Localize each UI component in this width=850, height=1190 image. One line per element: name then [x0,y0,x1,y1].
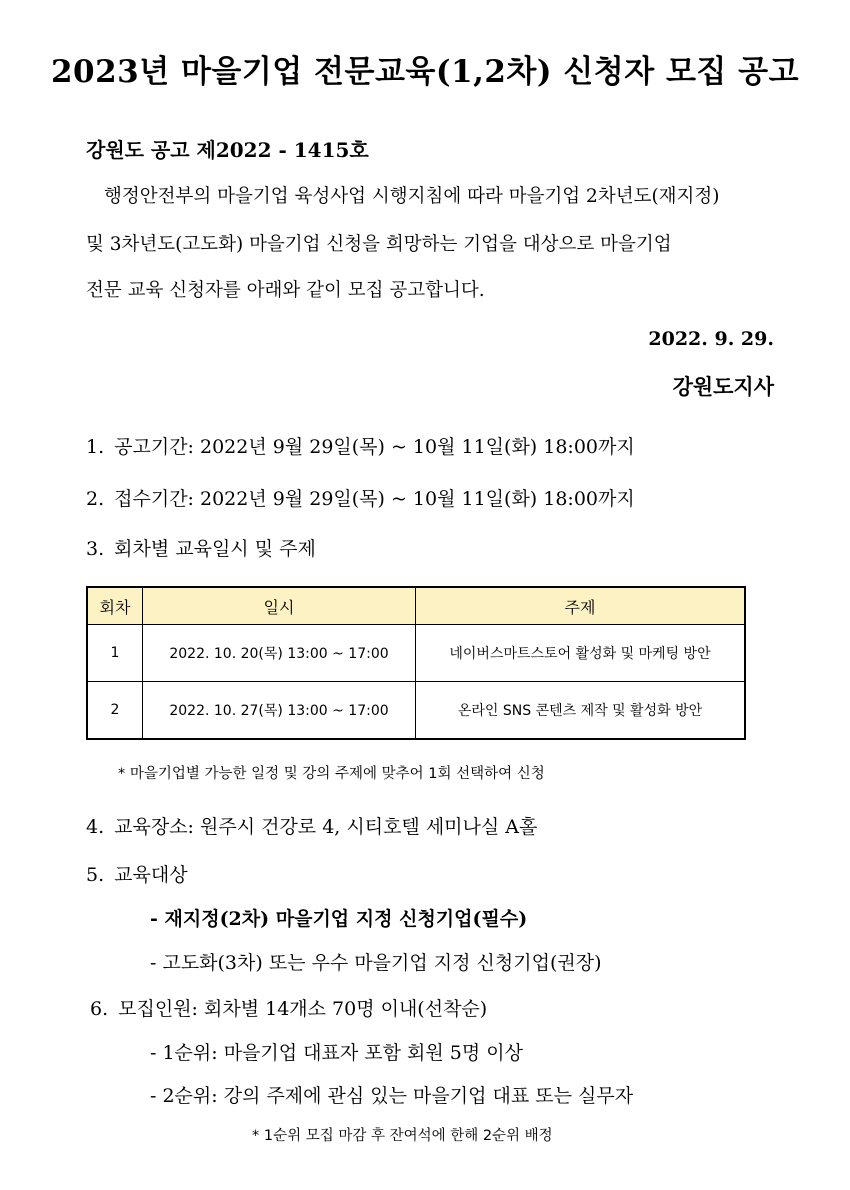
item-notice-period [86,432,635,459]
intro-line-3: 전문 교육 신청자를 아래와 같이 모집 공고합니다. [86,280,485,301]
item-number: 4. [86,816,105,838]
table-row [87,682,745,740]
item-target [86,860,188,887]
item-number: 1. [86,436,105,458]
item-text: 교육대상 [114,864,188,886]
item-text: 회차별 교육일시 및 주제 [114,538,316,560]
header-topic: 주제 [416,587,746,625]
header-round: 회차 [87,587,143,625]
schedule-note: * 마을기업별 가능한 일정 및 강의 주제에 맞추어 1회 선택하여 신청 [118,766,545,782]
issuer: 강원도지사 [672,374,774,399]
table-row [87,625,745,682]
notice-number: 강원도 공고 제2022 - 1415호 [86,138,369,162]
priority-first: - 1순위: 마을기업 대표자 포함 회원 5명 이상 [150,1042,523,1064]
item-venue [86,812,537,839]
item-number: 6. [90,998,109,1020]
table-header-row [87,587,745,625]
priority-note: * 1순위 모집 마감 후 잔여석에 한해 2순위 배정 [252,1128,553,1144]
cell-round: 1 [87,625,143,682]
target-recommended: - 고도화(3차) 또는 우수 마을기업 지정 신청기업(권장) [150,952,602,974]
item-text: 모집인원: 회차별 14개소 70명 이내(선착순) [118,998,488,1020]
item-text: 접수기간: 2022년 9월 29일(목) ~ 10월 11일(화) 18:00까지 [114,488,635,510]
item-number: 5. [86,864,105,886]
item-number: 3. [86,538,105,560]
schedule-table [86,586,746,740]
item-text: 교육장소: 원주시 건강로 4, 시티호텔 세미나실 A홀 [114,816,538,838]
item-recruitment [90,994,487,1021]
target-required: - 재지정(2차) 마을기업 지정 신청기업(필수) [150,908,528,930]
cell-datetime: 2022. 10. 20(목) 13:00 ~ 17:00 [143,625,416,682]
cell-round: 2 [87,682,143,740]
page-title: 2023년 마을기업 전문교육(1,2차) 신청자 모집 공고 [50,54,800,90]
priority-second: - 2순위: 강의 주제에 관심 있는 마을기업 대표 또는 실무자 [150,1085,634,1107]
item-text: 공고기간: 2022년 9월 29일(목) ~ 10월 11일(화) 18:00까지 [114,436,635,458]
intro-line-2: 및 3차년도(고도화) 마을기업 신청을 희망하는 기업을 대상으로 마을기업 [86,234,672,255]
cell-topic: 온라인 SNS 콘텐츠 제작 및 활성화 방안 [416,682,746,740]
item-number: 2. [86,488,105,510]
cell-topic: 네이버스마트스토어 활성화 및 마케팅 방안 [416,625,746,682]
header-datetime: 일시 [143,587,416,625]
item-application-period [86,484,635,511]
item-schedule-heading [86,534,316,561]
cell-datetime: 2022. 10. 27(목) 13:00 ~ 17:00 [143,682,416,740]
notice-date: 2022. 9. 29. [648,328,774,350]
intro-line-1: 행정안전부의 마을기업 육성사업 시행지침에 따라 마을기업 2차년도(재지정) [104,186,720,207]
